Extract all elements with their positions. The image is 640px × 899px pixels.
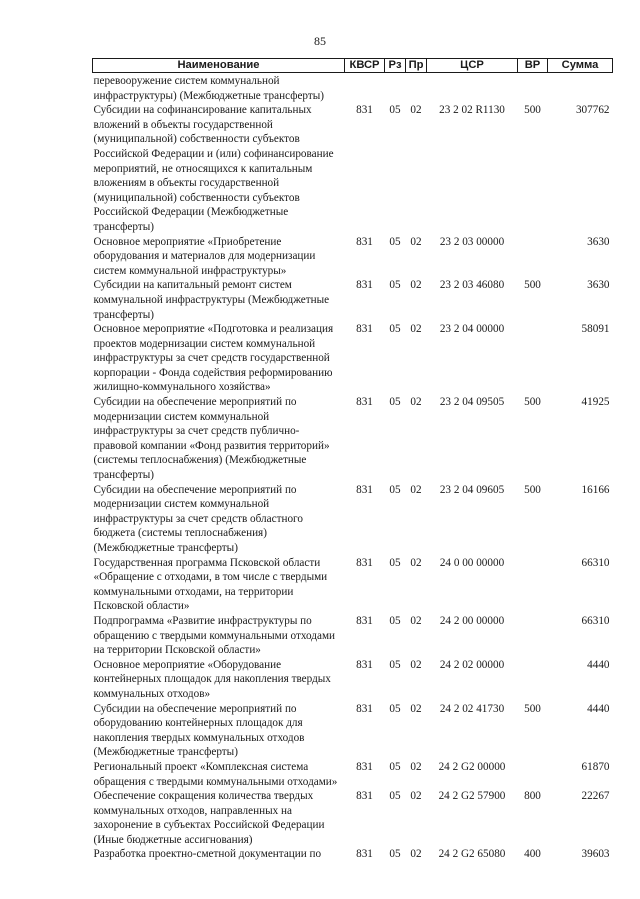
cell-kvsr: 831	[356, 658, 373, 671]
cell-csr: 23 2 03 00000	[439, 235, 505, 248]
cell-pr: 02	[410, 556, 422, 569]
cell-sum: 66310	[581, 614, 610, 627]
cell-rz: 05	[389, 848, 401, 861]
table-header	[93, 59, 613, 73]
cell-name: Обеспечение сокращения количества твердых коммунальных отходов, направленных на захоронение в субъектах Российской Федерации (Иные бюджетные ассигнования)	[93, 790, 325, 846]
cell-kvsr: 831	[356, 702, 373, 715]
cell-name: Основное мероприятие «Приобретение оборудования и материалов для модернизации систем коммунальной инфраструктуры»	[93, 235, 316, 277]
cell-rz: 05	[389, 760, 401, 773]
cell-pr: 02	[410, 760, 422, 773]
cell-sum: 61870	[581, 760, 610, 773]
cell-name: Разработка проектно-сметной документации по	[93, 848, 322, 861]
cell-csr: 23 2 02 R1130	[439, 104, 505, 117]
cell-vr: 400	[524, 848, 541, 861]
table-row	[93, 789, 613, 847]
cell-pr: 02	[410, 702, 422, 715]
table-row	[93, 847, 613, 862]
budget-table	[92, 58, 613, 862]
cell-pr: 02	[410, 279, 422, 292]
cell-pr: 02	[410, 790, 422, 803]
cell-pr: 02	[410, 235, 422, 248]
cell-csr: 24 2 G2 00000	[438, 760, 506, 773]
cell-csr: 24 2 G2 57900	[438, 790, 506, 803]
cell-rz: 05	[389, 556, 401, 569]
cell-pr	[406, 73, 427, 104]
table-row	[93, 322, 613, 395]
cell-csr: 23 2 04 09605	[439, 483, 505, 496]
cell-rz: 05	[389, 483, 401, 496]
cell-name: Субсидии на обеспечение мероприятий по модернизации систем коммунальной инфраструктуры за счет средств публично-правовой компании «Фонд развития территорий» (системы теплоснабжения) (Межбюджетные трансферты)	[93, 396, 330, 482]
cell-csr: 24 2 G2 65080	[438, 848, 506, 861]
cell-vr: 500	[524, 396, 541, 409]
cell-vr	[518, 556, 548, 614]
table-row	[93, 235, 613, 279]
cell-name: Региональный проект «Комплексная система обращения с твердыми коммунальными отходами»	[93, 760, 338, 788]
cell-kvsr: 831	[356, 235, 373, 248]
cell-sum: 22267	[581, 790, 610, 803]
cell-kvsr: 831	[356, 104, 373, 117]
cell-name: Основное мероприятие «Оборудование контейнерных площадок для накопления твердых коммунальных отходов»	[93, 658, 331, 700]
table-row	[93, 702, 613, 760]
table-row	[93, 556, 613, 614]
cell-vr	[518, 614, 548, 658]
cell-kvsr: 831	[356, 556, 373, 569]
table-row	[93, 395, 613, 483]
cell-vr	[518, 322, 548, 395]
cell-kvsr: 831	[356, 483, 373, 496]
cell-sum: 58091	[581, 323, 610, 336]
table-row	[93, 73, 613, 104]
cell-sum: 66310	[581, 556, 610, 569]
cell-rz: 05	[389, 658, 401, 671]
cell-pr: 02	[410, 323, 422, 336]
cell-kvsr: 831	[356, 760, 373, 773]
cell-name: Субсидии на обеспечение мероприятий по оборудованию контейнерных площадок для накопления твердых коммунальных отходов (Межбюджетные трансферты)	[93, 702, 305, 759]
cell-kvsr: 831	[356, 848, 373, 861]
cell-pr: 02	[410, 396, 422, 409]
cell-kvsr: 831	[356, 323, 373, 336]
cell-pr: 02	[410, 483, 422, 496]
cell-rz: 05	[389, 396, 401, 409]
cell-vr: 800	[524, 790, 541, 803]
header-kvsr: КВСР	[345, 59, 385, 73]
cell-pr: 02	[410, 658, 422, 671]
cell-pr: 02	[410, 104, 422, 117]
cell-vr: 500	[524, 702, 541, 715]
cell-pr: 02	[410, 848, 422, 861]
table-row	[93, 760, 613, 789]
cell-sum	[548, 73, 613, 104]
table-row	[93, 278, 613, 322]
table-row	[93, 103, 613, 234]
cell-rz: 05	[389, 614, 401, 627]
header-name: Наименование	[93, 59, 345, 73]
cell-rz: 05	[389, 104, 401, 117]
cell-csr: 24 2 02 00000	[439, 658, 505, 671]
table-body	[93, 73, 613, 863]
cell-rz: 05	[389, 235, 401, 248]
cell-csr: 24 2 02 41730	[439, 702, 505, 715]
cell-kvsr: 831	[356, 396, 373, 409]
cell-kvsr	[345, 73, 385, 104]
header-pr: Пр	[406, 59, 427, 73]
cell-rz	[385, 73, 406, 104]
cell-sum: 39603	[581, 848, 610, 861]
header-sum: Сумма	[548, 59, 613, 73]
cell-sum: 3630	[587, 235, 610, 248]
cell-kvsr: 831	[356, 790, 373, 803]
cell-vr	[518, 658, 548, 702]
cell-sum: 307762	[575, 104, 610, 117]
header-csr: ЦСР	[427, 59, 518, 73]
cell-vr	[518, 73, 548, 104]
header-vr: ВР	[518, 59, 548, 73]
cell-name: перевооружение систем коммунальной инфраструктуры) (Межбюджетные трансферты)	[93, 75, 324, 102]
cell-sum: 41925	[581, 396, 610, 409]
cell-csr: 24 0 00 00000	[439, 556, 505, 569]
cell-vr	[518, 760, 548, 789]
table-row	[93, 614, 613, 658]
cell-rz: 05	[389, 279, 401, 292]
cell-csr: 23 2 04 09505	[439, 396, 505, 409]
cell-rz: 05	[389, 790, 401, 803]
cell-name: Государственная программа Псковской области «Обращение с отходами, в том числе с твердыми коммунальными отходами, на территории Псковской области»	[93, 556, 328, 613]
cell-csr: 24 2 00 00000	[439, 614, 505, 627]
cell-name: Подпрограмма «Развитие инфраструктуры по обращению с твердыми коммунальными отходами на территории Псковской области»	[93, 614, 336, 657]
cell-kvsr: 831	[356, 614, 373, 627]
table-row	[93, 658, 613, 702]
cell-rz: 05	[389, 323, 401, 336]
cell-csr	[427, 73, 518, 104]
cell-csr: 23 2 03 46080	[439, 279, 505, 292]
cell-pr: 02	[410, 614, 422, 627]
header-rz: Рз	[385, 59, 406, 73]
page-number: 85	[314, 34, 326, 48]
cell-name: Основное мероприятие «Подготовка и реализация проектов модернизации систем коммунальной инфраструктуры за счет средств государственной корпорации - Фонда содействия реформированию жилищно-коммунального хозяйства»	[93, 323, 334, 394]
cell-csr: 23 2 04 00000	[439, 323, 505, 336]
cell-name: Субсидии на софинансирование капитальных вложений в объекты государственной (муниципальной) собственности субъектов Российской Федерации и (или) софинансирование мероприятий, не относящихся к капитальным вложениям в объекты государственной (муниципальной) собственности субъектов Российской Федерации (Межбюджетные трансферты)	[93, 104, 334, 233]
cell-vr: 500	[524, 104, 541, 117]
cell-sum: 3630	[587, 279, 610, 292]
cell-sum: 4440	[587, 658, 610, 671]
cell-sum: 4440	[587, 702, 610, 715]
cell-vr	[518, 235, 548, 279]
cell-vr: 500	[524, 483, 541, 496]
cell-rz: 05	[389, 702, 401, 715]
cell-sum: 16166	[581, 483, 610, 496]
cell-name: Субсидии на капитальный ремонт систем коммунальной инфраструктуры (Межбюджетные трансферты)	[93, 279, 330, 321]
cell-kvsr: 831	[356, 279, 373, 292]
table-row	[93, 483, 613, 556]
cell-vr: 500	[524, 279, 541, 292]
cell-name: Субсидии на обеспечение мероприятий по модернизации систем коммунальной инфраструктуры за счет средств областного бюджета (системы теплоснабжения) (Межбюджетные трансферты)	[93, 483, 303, 554]
